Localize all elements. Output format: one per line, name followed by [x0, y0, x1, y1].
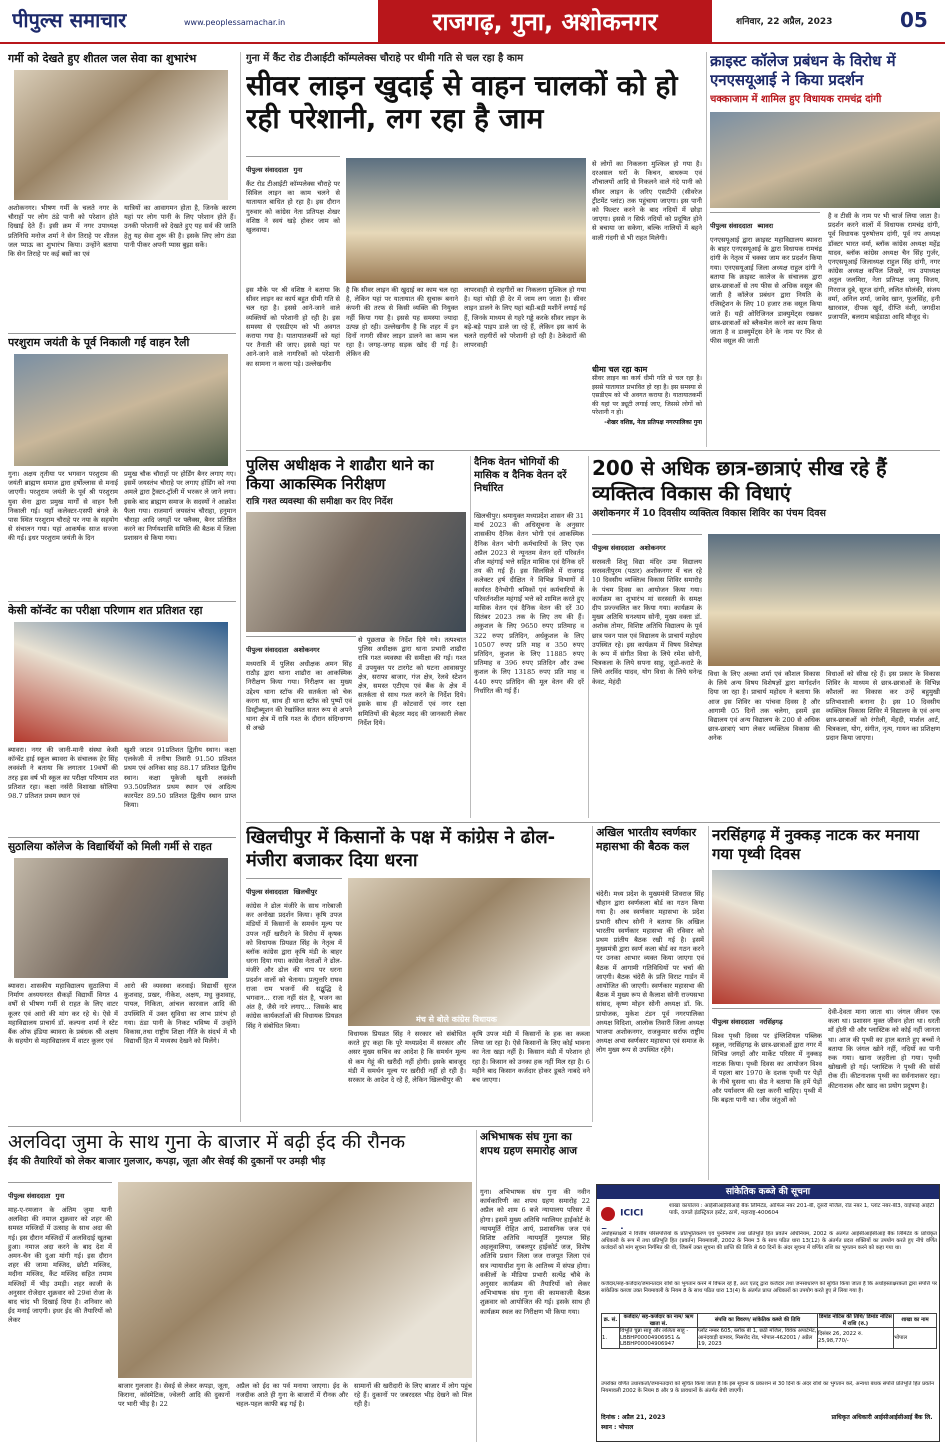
story-subtitle: ईद की तैयारियों को लेकर बाजार गुलजार, कपड़ा, जूता और सेवई की दुकानों पर उमड़ी भीड़: [8, 1156, 326, 1167]
masthead: [0, 0, 945, 44]
quote-author: -शेखर वशिष्ठ, नेता प्रतिपक्ष नगरपालिका गुना: [604, 418, 702, 426]
story-photo: [712, 870, 940, 1004]
byline-place: अशोकनगर: [293, 646, 320, 654]
notice-place: स्थान : भोपाल: [601, 1424, 634, 1431]
byline: पीपुल्स संवाददाता: [8, 1192, 51, 1200]
story-photo: [14, 622, 228, 742]
story-photo: [348, 878, 590, 1026]
story-body-col1: विश्व पृथ्वी दिवस पर इंग्लिशियल पब्लिक स्कूल, नरसिंहगढ़ के छात्र-छात्राओं द्वारा नगर में विभिन्न जगहों और मार्केट परिसर में नुक्कड़ नाटक किया। पृथ्वी दिवस का आयोजन विश्व में पहला बार 1970 के दशक पृथ्वी पर पेड़ों के नीचे घुसना था। सेठ ने बताया कि हमें पेड़ों और पर्यावरण की रक्षा करनी चाहिए। पृथ्वी में कि बढ़ता पानी था। जीव जंतुओं को: [712, 1032, 822, 1105]
story-swarnkar: [596, 826, 704, 1180]
byline-place: खिलचीपुर: [293, 888, 318, 896]
story-body-col1: माह-ए-रमजान के अंतिम जुमा यानी अलविदा की नमाज शुक्रवार को शहर की समस्त मस्जिदों में उत्साह के साथ अदा की गई। इस दौरान मस्जिदों में अलविदाई खुतबा हुआ। नमाज अदा करने के बाद देश में अमन-चैन की दुआ मांगी गई। इस दौरान शहर की जामा मस्जिद, छोटी मस्जिद, मदीना मस्जिद, कैंट मस्जिद सहित तमाम मस्जिदों में भीड़ उमड़ी। शहर काजी के अनुसार रोजेदार शुक्रवार को 29वां रोजा के बाद चांद भी दिखाई दिया है। शनिवार को ईद मनाई जाएगी। इधर ईद की तैयारियों को लेकर: [8, 1206, 112, 1325]
story-body-col4: से लोगों का निकलना मुश्किल हो गया है। दरअसल घरों के किचन, बाथरूम एवं शौचालयों आदि से निकलने वाले गंदे पानी को सीवर लाइन के जरिए एसटीपी (सीवरेज ट्रीटमेंट प्लांट) तक पहुंचाया जाएगा। इस पानी को फिल्टर करने के बाद नदियों में छोड़ा जाएगा। इससे न सिर्फ नदियों को प्रदूषित होने से बचाया जा सकेगा, बल्कि नालियों में बहने वाली गंदगी से भी राहत मिलेगी।: [592, 160, 702, 242]
story-water: [8, 52, 236, 330]
notice-footer: उपरोक्त वर्णित उधारकर्ता/जमानतदारों को सूचित किया जाता है कि इस सूचना के प्रकाशन से 30 दिनों के अंदर राशि का भुगतान करें, अन्यथा बंधक संपत्ति प्रतिभूति हित प्रवर्तन नियमावली 2002 के नियम 8 और 9 के प्रावधानों के अंतर्गत बेची जाएगी।: [601, 1381, 935, 1394]
story-title: केसी कॉन्वेंट का परीक्षा परिणाम शत प्रतिशत रहा: [8, 604, 203, 617]
table-row: [602, 1328, 937, 1349]
story-body-col1: गुना। अक्षय तृतीया पर भगवान परशुराम की जयंती ब्राह्मण समाज द्वारा हर्षोल्लास से मनाई जाएगी। परशुराम जयंती के पूर्व श्री परशुराम युवा सेना द्वारा प्रमुख मार्गों से वाहन रैली निकाली गई। यहाँ कलेक्टर-एसपी बंगले के पास स्थित परशुराम चौराहे पर नया के सहयोग से संचालन गया। यहां आकर्षक साज सज्जा की गई। इधर परशुराम जयंती के दिन: [8, 470, 118, 543]
story-body-col2: यात्रियों का आवागमन होता है, जिनके कारण यहां पर लोग पानी के लिए परेशान होते हैं। उनकी परेशानी को देखते हुए यह सर्व की जाति हेतु यह सेवा शुरू की है। इसके लिए लोग ठंडा पानी पीकर अपनी प्यास बुझा सकें।: [124, 204, 236, 249]
story-title: क्राइस्ट कॉलेज प्रबंधन के विरोध में एनएसयूआई ने किया प्रदर्शन: [710, 52, 896, 89]
story-christ: [710, 52, 940, 447]
byline-box: [8, 1182, 112, 1202]
masthead-logo[interactable]: [12, 6, 182, 36]
story-body-col1: ब्यावरा। नगर की जानी-मानी संस्था केसी कॉन्वेंट हाई स्कूल ब्यावरा के संचालक हेर सिंह लववंशी ने बताया कि लगातार 19वर्षों की तरह इस वर्ष भी स्कूल का परीक्षा परिणाम शत प्रतिशत रहा। कक्षा नर्सरी विशाखा सोलिया 98.7 प्रतिशत प्रथम स्थान एवं: [8, 746, 118, 801]
byline: पीपुल्स संवाददाता: [246, 166, 289, 174]
story-body-col4: अप्रैल को ईद का पर्व मनाया जाएगा। ईद के नजदीक आते ही गुना के बाजारों में रौनक और चहल-पहल काफी बढ़ गई है।: [236, 1382, 348, 1409]
story-body-col2: देवी-देवता माना जाता था। जंगल जीवन एक कला था। प्रशासन मुक्त जीवन होता था। धरती माँ होती थी और प्लास्टिक को कोई नहीं जानता था। आज की पृथ्वी का हाल बताते हुए बच्चों ने बताया कि जंगल खोने नहीं, नदियों का पानी रुक गया। खाना जहरीला हो गया। पृथ्वी खोखली हो गई। प्लास्टिक ने पृथ्वी की सांसें रोक दीं। कीटनाशक पृथ्वी का सर्वनाशकर रहा। कीटनाशक और खाद का प्रयोग प्रदूषण है।: [828, 1008, 940, 1090]
story-body-col2: है कि सीवर लाइन की खुदाई का काम चल रहा है, लेकिन यहां पर यातायात की सुचारू बनाने कंपनी की तरफ से किसी व्यक्ति की नियुक्त नहीं किया गया है। इससे यह समस्या ज्यादा उत्पन्न हो रही। उल्लेखनीय है कि शहर में इन दिनों नागरी सीवर लाइन डालने का काम चल रहा है। जगह-जगह सड़क खोद दी गई है। लेकिन की: [346, 286, 458, 359]
notice-body: अधोहस्ताक्षरी ने वित्तीय परिसंपत्तियों के प्रतिभूतिकरण एवं पुनर्निर्माण तथा प्रतिभूति हित प्रवर्तन अधिनियम, 2002 के अंतर्गत आईसीआईसीआई बैंक लिमिटेड के प्राधिकृत अधिकारी के रूप में तथा प्रतिभूति हित (प्रवर्तन) नियमावली, 2002 के नियम 3 के साथ पठित धारा 13(12) के अंतर्गत प्रदत्त शक्तियों का उपयोग करते हुए नीचे वर्णित कर्जदारों को मांग सूचना निर्गमित की थी, जिसमें उक्त सूचना की प्राप्ति की तिथि से 60 दिनों के अंदर सूचना में वर्णित राशि का भुगतान करने को कहा गया था।: [601, 1231, 937, 1251]
story-kicker: गुना में कैंट रोड टीआईटी कॉम्पलेक्स चौराहे पर धीमी गति से चल रहा है काम: [246, 53, 524, 64]
byline: पीपुल्स संवाददाता: [246, 646, 289, 654]
byline-place: अशोकनगर: [639, 544, 666, 552]
story-body-col1: मध्यरात्रि में पुलिस अधीक्षक अमन सिंह राठौड़ द्वारा थाना शाढौरा का आकस्मिक निरीक्षण किया गया। निरीक्षण का मुख्य उद्देश्य थाना स्टॉफ की सतर्कता को चेक करना था, साथ ही थाना स्टॉफ को पुष्पों एवं डिस्ट्रीब्यूशन की रेखांकित सतत रूप से अपने थाना क्षेत्र में रात्रि गश्त के दौरान संदिग्धगण से अच्छे: [246, 660, 352, 733]
story-body-col5: सामानों की खरीदारी के लिए बाजार में लोग पहुंच रहे हैं। दुकानों पर जबरदस्त भीड़ देखने को मिल रही है।: [354, 1382, 472, 1409]
story-body-col1: एनएसयूआई द्वारा क्राइस्ट महाविद्यालय ब्यावरा के बाहर एनएसयूआई के द्वारा विधायक रामचंद्र दांगी के नेतृत्व में चक्का जाम कर प्रदर्शन किया गया। एनएसयूआई जिला अध्यक्ष राहुल दांगी ने बताया कि क्राइस्ट कालेज के संचालक द्वारा छात्र-छात्राओं से तय फीस से अधिक वसूल की जाती है कॉलेज प्रबंधन द्वारा नियति के रजिस्ट्रेशन के लिए 10 हजार तक वसूल किया जाते हैं। यही ओरिजिनल डाक्युमेंट्स रखकर छात्र-छात्राओं को ब्लैकमेल करने का काम किया जाता है व डाक्युमेंट्स देने के नाम पर फिर से फीस वसूल की जाती: [710, 236, 822, 346]
story-body: चंदेरी। मध्य प्रदेश के मुख्यमंत्री शिवराज सिंह चौहान द्वारा स्वर्णकला बोर्ड का गठन किया गया है। अब स्वर्णकार महासभा के प्रदेश प्रभारी सौरभ सोनी ने बताया कि अखिल भारतीय स्वर्णकार महासभा की रविवार को प्रथम प्रांतीय बैठक रखी गई है। इसमें मुख्यमंत्री द्वारा स्वर्ण कला बोर्ड का गठन करने पर उनका आभार व्यक्त किया जाएगा एवं बैठक में आगामी गतिविधियों पर चर्चा की जाएगी। बैठक चंदेरी के प्रति विराट गार्डन में आयोजित की जाएगी। स्वर्णकार महासभा की बैठक में मुख्य रूप से कैलाश सोनी राज्यसभा सांसद, कृष्ण मोहन सोनी अध्यक्ष डॉ. कि. प्रायोजक, मुकेश टंडन पूर्व नगरपालिका अध्यक्ष विदिशा, आलोक तिवारी जिला अध्यक्ष भाजपा अशोकनगर, राजकुमार सर्राफ राष्ट्रीय अध्यक्ष अभा स्वर्णकार महासभा एवं समाज के लोग मुख्य रूप से उपस्थित रहेंगे।: [596, 890, 704, 1055]
story-subtitle: रात्रि गश्त व्यवस्था की समीक्षा कर दिए निर्देश: [246, 497, 393, 507]
story-eid: [8, 1130, 472, 1442]
notice-ad: [596, 1184, 940, 1442]
masthead-date: शनिवार, 22 अप्रैल, 2023: [736, 17, 833, 27]
byline-place: गुना: [55, 1192, 65, 1200]
story-body-col1: सरस्वती शिशु विद्या मंदिर उमा विद्यालय सरस्वतीपुरम (पठार) अशोकनगर में चल रहे 10 दिवसीय व्यक्तित्व विकास शिविर समारोह के पंचम दिवस का आयोजन किया गया। कार्यक्रम का शुभारंभ मां सरस्वती के समक्ष दीप प्रज्ज्वलित कर किया गया। कार्यक्रम के मुख्य अतिथि घनश्याम सोनी, मुख्य वक्ता डॉ. अशोक तोमर, विशिष्ट अतिथि विद्यालय के पूर्व छात्र पवन पाल एवं विद्यालय के प्राचार्य महोदय उपस्थित रहे। इस कार्यक्रम में विषय विशेषज्ञ के रूप में संगीत विधा के लिये रमेश सोनी, चित्रकला के लिये सपना साहू, जूडो-कराटे के लिये अरविंद यादव, योग विधा के लिये घनेन्द्र केवट, मेहंदी: [592, 558, 702, 686]
story-body-col1: अशोकनगर। भीषण गर्मी के चलते नगर के चौराहों पर लोग ठंडे पानी को परेशान होते दिखाई देते हैं। इसी क्रम में नगर उपाध्यक्ष प्रतिनिधि मनोज शर्मा ने सेन तिराहे पर शीतल जल प्याऊ का शुभारंभ किया। उन्होंने बताया कि सेन तिराहे पर कई बसों का एवं: [8, 204, 118, 259]
byline: पीपुल्स संवाददाता: [246, 888, 289, 896]
notice-signatory: प्राधिकृत अधिकारी आईसीआईसीआई बैंक लि.: [831, 1414, 933, 1421]
story-photo: [710, 112, 940, 208]
story-body-col1b: इस मौके पर श्री वशिष्ठ ने बताया कि सीवर लाइन का कार्य बहुत धीमी गति से चल रहा है। इससे आने-जाने वाले व्यक्तियों को परेशानी हो रही है। इस समस्या से एसडीएम को भी अवगत कराया गया है। यातायातकर्मी को यहां पर तैनाती की जाए। इससे यहां पर आने-जाने वाले नागरिकों को परेशानी का सामना न करना पड़े। उल्लेखनीय: [246, 286, 340, 368]
story-police: [246, 456, 466, 818]
bank-logo: [601, 1203, 665, 1229]
notice-table: [601, 1313, 937, 1349]
masthead-url[interactable]: www.peoplessamachar.in: [184, 18, 286, 27]
byline-place: ब्यावरा: [757, 222, 774, 230]
table-header-row: [602, 1314, 937, 1328]
photo-caption: मंच से बोले कांग्रेस विधायक: [416, 1015, 497, 1024]
story-photo: [346, 158, 586, 283]
story-title: गर्मी को देखते हुए शीतल जल सेवा का शुभारंभ: [8, 52, 197, 65]
story-body-col3: बाजार गुलजार है। सेवई से लेकर कपड़ा, जूता, किराना, कॉस्मेटिक, ज्वेलरी आदि की दुकानों पर भारी भीड़ है। 22: [118, 1382, 230, 1409]
byline: पीपुल्स संवाददाता: [710, 222, 753, 230]
byline: पीपुल्स संवाददाता: [712, 1018, 755, 1026]
table-header: संपत्ति का विवरण/ सांकेतिक कब्जे की तिथि: [698, 1314, 818, 1328]
byline-box: [592, 534, 702, 554]
notice-title: सांकेतिक कब्जे की सूचना: [597, 1185, 939, 1199]
story-photo: [14, 354, 228, 466]
story-title: दैनिक वेतन भोगियों की मासिक व दैनिक वेतन दरें निर्धारित: [474, 457, 567, 494]
quote-title: धीमा चल रहा काम: [592, 365, 648, 374]
story-photo: [118, 1182, 472, 1378]
table-cell: दिसंबर 26, 2022 रु. 25,98,770/-: [818, 1328, 894, 1349]
story-body-col1: ब्यावरा। शासकीय महाविद्यालय सुठालिया में निर्माण अध्ययनरत सैकड़ों विद्यार्थी विगत 4 वर्षों से भीषण गर्मी से राहत के लिए वाटर कूलर एवं आरो की मांग कर रहे थे। ऐसे में महाविद्यालय प्राचार्य डॉ. कल्पना शर्मा ने स्टेट बैंक ऑफ इंडिया ब्यावरा के प्रबंधक श्री अक्षय के सहयोग से महाविद्यालय में वाटर कूलर एवं: [8, 982, 118, 1046]
table-cell: भोपाल: [894, 1328, 937, 1349]
story-title: अभिभाषक संघ गुना का शपथ ग्रहण समारोह आज: [480, 1131, 578, 1157]
notice-body-b: कर्जदार/सह-कर्जदार/जमानतदार राशि का भुगतान करने में विफल रहे हैं, अतः एतद् द्वारा कर्जदार तथा जनसाधारण को सूचित किया जाता है कि अधोहस्ताक्षरकर्ता द्वारा संपत्ति पर सांकेतिक कब्जा उक्त नियमावली के नियम 8 के साथ पठित धारा 13(4) के अंतर्गत प्राप्त अधिकारों का उपयोग करते हुए ले लिया गया है।: [601, 1281, 937, 1294]
byline-box: [712, 1008, 822, 1028]
story-dharna: [246, 826, 590, 1122]
story-body-col2: खुशी जाटव 91प्रतिशत द्वितीय स्थान। कक्षा एलकेजी में तनीषा तिवारी 91.50 प्रतिशत प्रथम एवं अनिका साह 88.17 प्रतिशत द्वितीय स्थान। कक्षा यूकेजी खुशी लववंशी 93.50प्रतिशत प्रथम स्थान एवं आदित्य कारपेंटर 89.50 प्रतिशत द्वितीय स्थान प्राप्त किया।: [124, 746, 236, 810]
story-title: 200 से अधिक छात्र-छात्राएं सीख रहे हैं व्यक्तित्व विकास की विधाएं: [592, 456, 887, 505]
table-header: कर्जदार/ सह-कर्जदार का नाम/ ऋण खाता सं.: [620, 1314, 698, 1328]
story-body-col2: है व टीसी के नाम पर भी चार्ज लिया जाता है। प्रदर्शन करने वालों में विधायक रामचंद्र दांगी, पूर्व विधायक पुरुषोत्तम दांगी, पूर्व नप अध्यक्ष डॉक्टर भारत वर्मा, ब्लॉक कांग्रेस अध्यक्ष महेंद्र यादव, ब्लॉक कांग्रेस अध्यक्ष चैन सिंह गुर्जर, एनएसयूआई जिलाध्यक्ष राहुल सिंह दांगी, नगर कांग्रेस अध्यक्ष कपिल शिखरे, नप उपाध्यक्ष अतुल जलमिरा, नेता प्रतिपक्ष जामू विजय, गिरराज दुबे, सूरज दांगी, ललित सोलंकी, संजय वर्मा, अनिल शर्मा, जावेद खान, फूलसिंह, हनी खारवाल, दीपक खुर्द, दीप्ति वंशी, जगदीश प्रजापति, बलराम बाईडाठा आदि मौजूद थे।: [828, 212, 940, 322]
story-body-col2: आरो की व्यवस्था करवाई। विद्यार्थी सुरज कुशवाह, प्रखर, नीकेश, अक्षय, मधु कुशवाह, पायल, निकिता, आंचल कारवाल आदि की उपस्थिति में उक्त सुविधा का लाभ प्रारंभ हो गया। ठंडा पानी के निकट भविष्य में उन्होंने विकास,तथा राष्ट्रीय शिक्षा नीति के संदर्भ में भी विद्यार्थी हित में मध्यस्थ देखने को मिलेंगे।: [124, 982, 236, 1046]
story-body-col4: कृषि उपज मंडी में किसानों के हक का कब्जा लिया जा रहा है। ऐसे किसानों के लिए कोई भावना का नेता खड़ा नहीं है। किसान मंडी में परेशान हो रहा है। किसान को उनका हक नहीं मिल रहा है। 6 महीने बाद किसान कर्जदार होकर डूबते नाबदे वने बच जाएगा।: [472, 1030, 590, 1085]
byline-box: [246, 636, 356, 656]
story-sutaliya: [8, 840, 236, 1122]
story-title: परशुराम जयंती के पूर्व निकाली गई वाहन रैली: [8, 336, 190, 349]
story-title: खिलचीपुर में किसानों के पक्ष में कांग्रेस ने ढोल-मंजीरा बजाकर दिया धरना: [246, 827, 556, 871]
story-body: खिलचीपुर। श्रमायुक्त मध्यप्रदेश शासन की 31 मार्च 2023 की अधिसूचना के अनुसार शासकीय दैनिक वेतन भोगी एवं आकस्मिक दैनिक वेतन भोगी कर्मचारियों के लिए एक अप्रैल 2023 से न्यूनतम वेतन दरों परिवर्तन शील महंगाई भत्ते सहित मासिक एवं दैनिक दरें तय की गई हैं। इस सिलसिले में राजगढ़ कलेक्टर हर्ष दीक्षित ने विभिन्न विभागों में कार्यरत दैनेभोगी श्रमिकों एवं कर्मचारियों के परिवर्तनशील महंगाई भत्ते को शामिल करते हुए मासिक वेतन एवं दैनिक वेतन की दरें 30 सितंबर 2023 तक के लिए तय की हैं। अकुशल के लिए 9650 रुपए प्रतिमाह व 322 रुपए प्रतिदिन, अर्धकुशल के लिए 10507 रुपए प्रति माह व 350 रुपए प्रतिदिन, कुशल के लिए 11885 रुपए प्रतिमाह व 396 रुपए प्रतिदिन और उच्च कुशल के लिए 13185 रुपए प्रति माह व 440 रुपए प्रतिदिन की मूल वेतन की दरें निर्धारित की गई हैं।: [474, 512, 584, 695]
table-header: क्र. सं.: [602, 1314, 620, 1328]
story-body-col2: से पूछताछ के निर्देश दिये गये। तत्पश्चात पुलिस अधीक्षक द्वारा थाना प्रभारी शाढौरा रात्रि गश्त व्यवस्था की समीक्षा की गई। गश्त में उपयुक्त पर टारगेट को घटना आवासपुर क्षेत्र, सराफा बाजार, गंज क्षेत्र, रेलवे स्टेशन क्षेत्र, समस्त एटीएम एवं बैंक के क्षेत्र में सतर्कता से साथ गश्त करने के निर्देश दिये। इसके साथ ही कोटवारों एवं नगर रक्षा समितियों की बेहतर मदद की जानकारी लेकर निर्देश दिये।: [358, 636, 466, 727]
story-title: नरसिंहगढ़ में नुक्कड़ नाटक कर मनाया गया पृथ्वी दिवस: [712, 826, 920, 863]
story-wages: [474, 456, 584, 818]
story-camp: [592, 456, 940, 818]
story-subtitle: चक्काजाम में शामिल हुए विधायक रामचंद्र दांगी: [710, 94, 882, 105]
story-body-col2: विधा के लिए अल्का शर्मा एवं कौशल विकास के लिये अन्य विषय विशेषज्ञों द्वारा मार्गदर्शन दिया जा रहा है। प्राचार्य महोदय ने बताया कि आज इस शिविर का पांचवा दिवस है और आगामी 05 दिनों तक चलेगा, इसमें इस विद्यालय एवं अन्य विद्यालय के 200 से अधिक छात्र-छात्राएं भाग लेकर व्यक्तित्व विकास की अनेक: [708, 670, 820, 743]
logo-text: पीपुल्स समाचार: [12, 8, 127, 32]
table-cell: प्लॉट नम्बर 605, ब्लॉक बी 1, छठी मंजिल, विवेक अपार्टमेंट, आनंदवाड़ी ग्रामवर, मिसरोद रोड, भोपाल-462001 / अप्रैल 19, 2023: [698, 1328, 817, 1347]
story-body-col3: विधायक प्रियव्रत सिंह ने सरकार को संबोधित करते हुए कहा कि पूरे मध्यप्रदेश में सरकार और असर मुख्य सचिव का आदेश है कि समर्थन मूल्य से कम गेहूं की खरीदी नहीं होगी। इसके बावजूद मंडी में समर्थन मूल्य पर ख़रीदी नहीं हो रही है। सरकार के आदेश दे रहे हैं, लेकिन खिलचीपुर की: [348, 1030, 466, 1085]
story-title: पुलिस अधीक्षक ने शाढौरा थाने का किया आकस्मिक निरीक्षण: [246, 456, 434, 493]
region-banner: [378, 0, 712, 42]
story-title: सुठालिया कॉलेज के विद्यार्थियों को मिली गर्मी से राहत: [8, 841, 212, 853]
story-photo: [14, 858, 228, 978]
table-cell: विभूति चुन्ना साहू और ललिता साहू - LBBHP00004906951 & LBBHP00004906947: [620, 1328, 698, 1349]
table-header: शाखा का नाम: [894, 1314, 937, 1328]
story-sewer: [246, 52, 702, 447]
quote-text: सीवर लाइन का कार्य धीमी गति से चल रहा है। इससे यातायात प्रभावित हो रहा है। इस समस्या से एसडीएम को भी अवगत कराया है। यातायातकर्मी की यहां पर ड्यूटी लगाई जाए, जिससे लोगों को परेशानी न हो।: [592, 375, 702, 416]
byline-place: गुना: [293, 166, 303, 174]
story-photo: [14, 70, 228, 200]
story-body-col1: कांग्रेस ने ढोल मंजीरे के साथ नारेबाजी कर अनोखा प्रदर्शन किया। कृषि उपज मंडियों में किसानों के समर्थन मूल्य पर उपज नहीं खरीदने के विरोध में कृषक को विधायक प्रियव्रत सिंह के नेतृत्व में ब्लॉक कांग्रेस द्वारा कृषि मंडी के बाहर धरना दिया गया। कांग्रेस नेताओं ने ढोल-मंजीरे और ढोल की थाप पर धरना प्रदर्शन वालों को चेताया। प्रत्युत्तरि राघव राजा राम भजनों की सद्बुद्धि दे भगवान... राजा नहीं संत है, भजन का अंत है, जैसे नारे लगाए... जिसके बाद कांग्रेस कार्यकर्ताओं की विधायक प्रियव्रत सिंह ने संबोधित किया।: [246, 902, 342, 1030]
quote-box: [592, 364, 702, 446]
notice-date: दिनांक : अप्रैल 21, 2023: [601, 1414, 666, 1421]
story-abhibhavak: [480, 1130, 590, 1442]
story-natak: [712, 826, 940, 1180]
story-body: गुना। अभिभाषक संघ गुना की नवीन कार्यकारिणी का शपथ ग्रहण समारोह 22 अप्रैल को शाम 6 बजे न्यायालय परिसर में होगा। इसमें मुख्य अतिथि ग्वालियर हाईकोर्ट के न्यायमूर्ति रोहित आर्य, प्रशासनिक जज एवं विशिष्ट अतिथि न्यायमूर्ति गुरुपाल सिंह अहलूवालिया, जबलपुर हाईकोर्ट जज, विशेष अतिथि प्रधान जिला जज राजपूत जिला एवं सत्र न्यायाधीश गुना के आतिथ्य में संपन्न होगा। वकीलों के मीडिया प्रभारी सत्येंद्र चौबे के अनुसार कार्यक्रम की तैयारियों को लेकर अभिभाषक संघ गुना की कामकाजी बैठक शुक्रवार को आयोजित की गई। इसके साथ ही कार्यक्रम स्थल का निरीक्षण भी किया गया।: [480, 1188, 590, 1316]
story-convent: [8, 604, 236, 834]
story-title: अखिल भारतीय स्वर्णकार महासभा की बैठक कल: [596, 826, 697, 853]
story-photo: [246, 512, 466, 632]
byline-place: नरसिंहगढ़: [759, 1018, 783, 1026]
story-title: सीवर लाइन खुदाई से वाहन चालकों को हो रही परेशानी, लग रहा है जाम: [246, 69, 678, 135]
bank-name: ICICI: [620, 1208, 644, 1219]
story-body-col2: प्रमुख चौक चौराहों पर होर्डिंग बैनर लगाए गए। इसमें जयस्तंभ चौराहे पर लगाए होर्डिंग को नया अमले द्वारा ट्रैक्टर-ट्रॉली में भरकर ले जाने लगा। इसके बाद ब्राह्मण समाज के सदस्यों ने आक्रोश फैला गया। राजमार्ग जयस्तंभ चौराहा, हनुमान चौराहा आदि जगहों पर फ्लैक्स, बैनर प्रतिष्ठित करने का निर्णयशासि समिति की बैठक में जिला प्रशासन से किया गया।: [124, 470, 236, 543]
page-number: 05: [900, 8, 928, 32]
byline-box: [246, 156, 340, 176]
story-body-col1: कैंट रोड टीआईटी कॉम्पलेक्स चौराहे पर सिविल लाइन का काम चलने से यातायात बाधित हो रहा है। इस दौरान गुरुवार को कांग्रेस नेता प्रतिपक्ष शेखर वशिष्ठ ने स्वयं खड़े होकर जाम को खुलवाया।: [246, 180, 340, 235]
branch-office: शाखा कार्यालय : आईसीआईसीआई बैंक लिमिटेड, ऑफिस नंबर 201-बी, दूसरी मंजिल, रोड नंबर 1, प्लॉट नंबर-बी3, वाईफाई आईटी पार्क, वागले इंडस्ट्रियल इस्टेट, ठाणे, महाराष्ट्र-400604: [669, 1203, 934, 1216]
story-body-col3: लापरवाही से राहगीरों का निकलना मुश्किल हो गया है। यहां थोड़ी ही देर में जाम लग जाता है। सीवर लाइन डालने के लिए यहां बड़ी-बड़ी मशीनें लगाई गई हैं, जिनके माध्यम से गहरे गड्ढे करके सीवर लाइन के बड़े-बड़े पाइप डाले जा रहे हैं, लेकिन इस कार्य के चलते राहगीरों को परेशानी हो रही है। ठेकेदारों की लापरवाही: [464, 286, 586, 350]
table-header: डिमांड नोटिस की तिथि/ डिमांड नोटिस में राशि (रु.): [819, 1314, 892, 1327]
story-body-col3: विधाओं को सीख रहे हैं। इस प्रकार के विकास शिविर के माध्यम से छात्र-छात्राओं के विभिन्न कौशलों का विकास कर उन्हें बहुमुखी प्रतिभाशाली बनाना है। इस 10 दिवसीय व्यक्तित्व विकास शिविर में विद्यालय के एवं अन्य छात्र-छात्राओं को रंगोली, मेंहदी, मार्शल आर्ट, चित्रकला, योग, संगीत, नृत्य, गायन का प्रशिक्षण प्रदान किया जाएगा।: [826, 670, 940, 743]
story-title: अलविदा जुमा के साथ गुना के बाजार में बढ़ी ईद की रौनक: [8, 1131, 406, 1153]
story-subtitle: अशोकनगर में 10 दिवसीय व्यक्तित्व विकास शिविर का पंचम दिवस: [592, 508, 826, 519]
story-parashuram: [8, 336, 236, 598]
byline-box: [710, 212, 820, 232]
byline-box: [246, 878, 342, 898]
story-photo: [708, 534, 940, 666]
bank-logo-icon: [601, 1207, 615, 1221]
byline: पीपुल्स संवाददाता: [592, 544, 635, 552]
region-title: राजगढ़, गुना, अशोकनगर: [432, 7, 658, 36]
table-cell: 1.: [602, 1328, 620, 1349]
